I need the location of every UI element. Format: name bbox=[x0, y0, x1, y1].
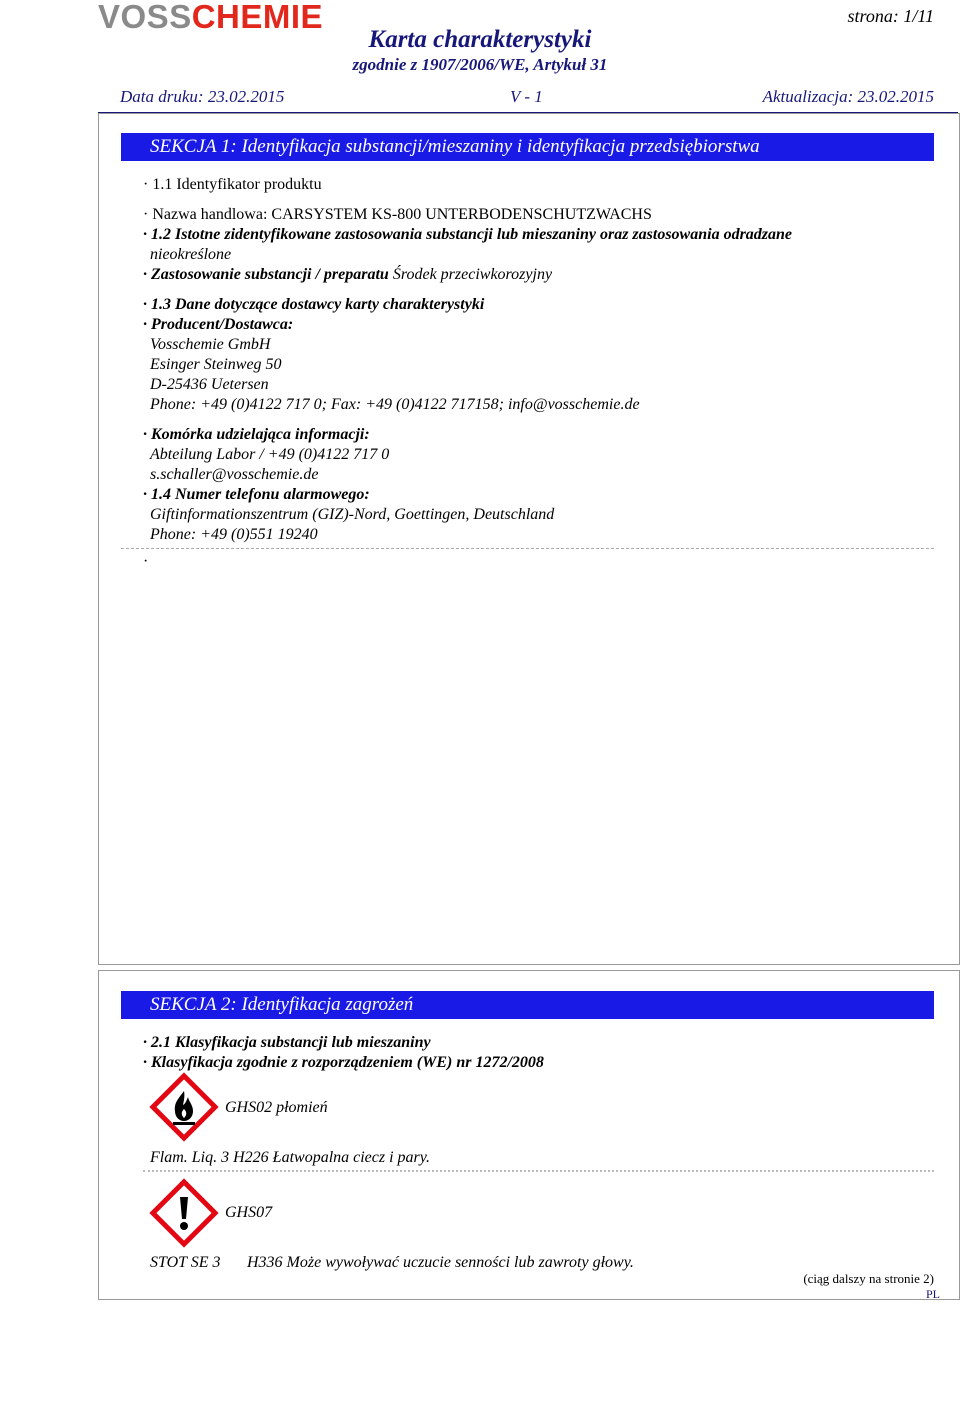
ghs07-label: GHS07 bbox=[225, 1204, 273, 1221]
document-title: Karta charakterystyki bbox=[368, 26, 592, 53]
stot-class: STOT SE 3 bbox=[150, 1254, 221, 1271]
producer-label: · Producent/Dostawca: bbox=[143, 316, 294, 333]
ghs02-flame-icon bbox=[148, 1071, 220, 1143]
company-city: D-25436 Uetersen bbox=[150, 376, 269, 393]
s14-emergency: · 1.4 Numer telefonu alarmowego: bbox=[143, 486, 370, 503]
s12-uses-value: nieokreślone bbox=[150, 246, 232, 263]
company-street: Esinger Steinweg 50 bbox=[150, 356, 282, 373]
update-date: Aktualizacja: 23.02.2015 bbox=[762, 87, 934, 106]
version: V - 1 bbox=[510, 87, 543, 106]
emergency-phone: Phone: +49 (0)551 19240 bbox=[150, 526, 318, 543]
clp-classification: · Klasyfikacja zgodnie z rozporządzeniem (WE) nr 1272/2008 bbox=[143, 1054, 544, 1071]
logo-part2: CHEMIE bbox=[191, 0, 324, 35]
continued-note: (ciąg dalszy na stronie 2) bbox=[803, 1271, 934, 1286]
language-code: PL bbox=[925, 1287, 940, 1301]
s13-supplier: · 1.3 Dane dotyczące dostawcy karty charakterystyki bbox=[143, 296, 485, 313]
s21-classification: · 2.1 Klasyfikacja substancji lub mieszaniny bbox=[143, 1034, 431, 1051]
ghs07-exclamation-icon bbox=[148, 1177, 220, 1249]
section1-divider bbox=[121, 548, 934, 549]
company-contact: Phone: +49 (0)4122 717 0; Fax: +49 (0)4122 717158; info@vosschemie.de bbox=[150, 396, 640, 413]
stot-statement: H336 Może wywoływać uczucie senności lub zawroty głowy. bbox=[247, 1254, 634, 1271]
section1-heading: SEKCJA 1: Identyfikacja substancji/mieszaniny i identyfikacja przedsiębiorstwa bbox=[121, 133, 934, 161]
ghs02-label: GHS02 płomień bbox=[225, 1099, 328, 1116]
hazard-divider bbox=[143, 1170, 934, 1172]
substance-use bbox=[143, 266, 552, 284]
page-number: strona: 1/11 bbox=[847, 6, 934, 26]
s11-identifier: · 1.1 Identyfikator produktu bbox=[143, 176, 322, 193]
document-subtitle: zgodnie z 1907/2006/WE, Artykuł 31 bbox=[352, 55, 608, 74]
trade-name: · Nazwa handlowa: CARSYSTEM KS-800 UNTERBODENSCHUTZWACHS bbox=[143, 206, 652, 223]
section2-frame bbox=[98, 970, 960, 1300]
substance-use-value: Środek przeciwkorozyjny bbox=[392, 266, 553, 283]
emergency-center: Giftinformationszentrum (GIZ)-Nord, Goettingen, Deutschland bbox=[150, 506, 555, 523]
info-email[interactable]: s.schaller@vosschemie.de bbox=[150, 466, 319, 483]
info-department: Abteilung Labor / +49 (0)4122 717 0 bbox=[150, 446, 390, 463]
substance-use-label: · Zastosowanie substancji / preparatu bbox=[143, 266, 389, 283]
print-date: Data druku: 23.02.2015 bbox=[120, 87, 285, 106]
section1-end-dot: · bbox=[143, 553, 149, 570]
flam-classification: Flam. Liq. 3 H226 Łatwopalna ciecz i pary. bbox=[150, 1149, 430, 1166]
section2-heading: SEKCJA 2: Identyfikacja zagrożeń bbox=[121, 991, 934, 1019]
company-name: Vosschemie GmbH bbox=[150, 336, 271, 353]
logo-part1: VOSS bbox=[98, 0, 192, 35]
s12-uses: · 1.2 Istotne zidentyfikowane zastosowania substancji lub mieszaniny oraz zastosowania odradzane bbox=[143, 226, 793, 243]
info-label: · Komórka udzielająca informacji: bbox=[143, 426, 370, 443]
